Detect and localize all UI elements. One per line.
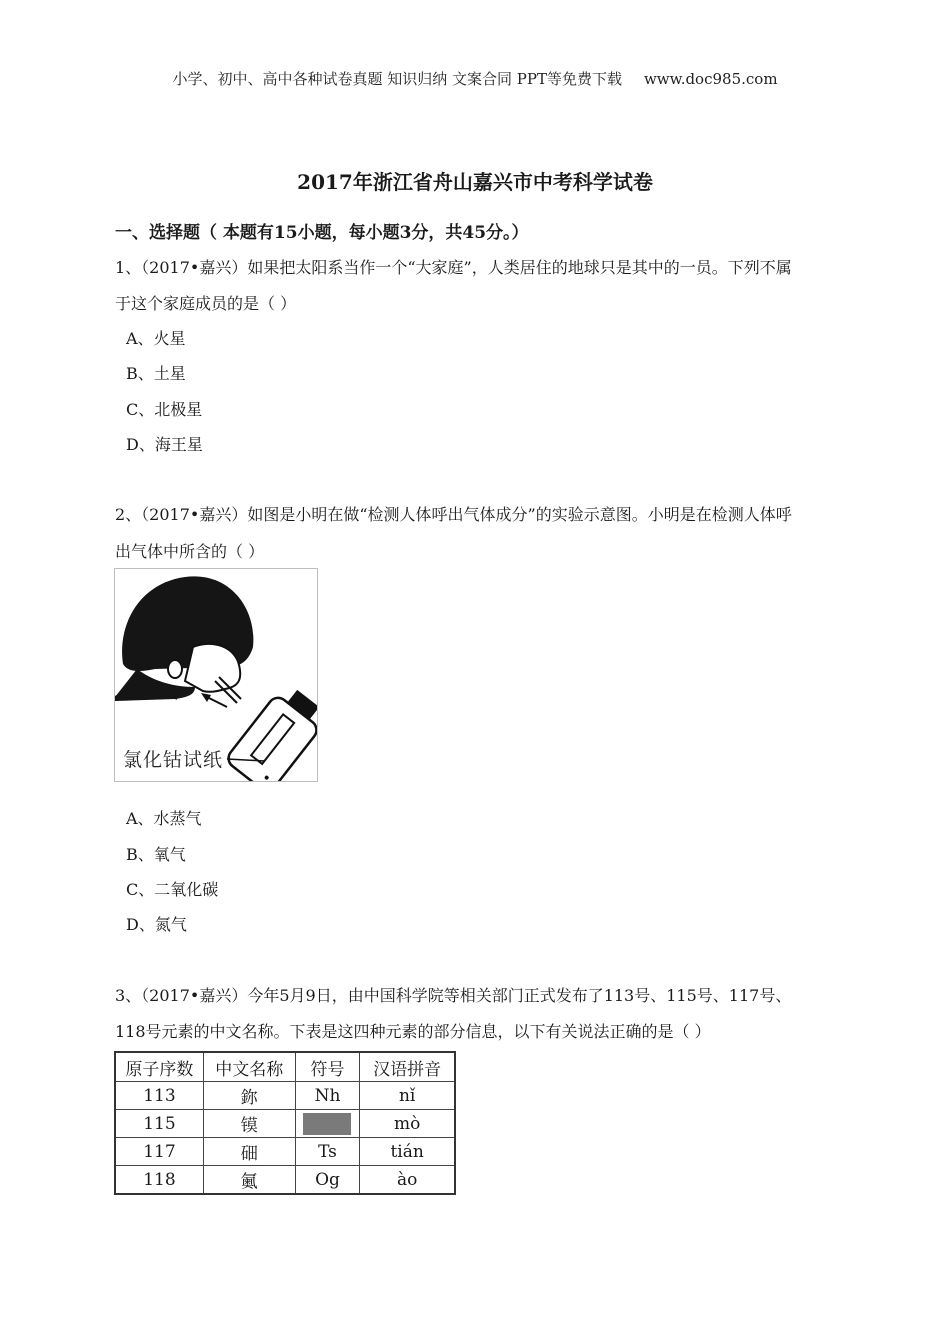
table-row xyxy=(115,1110,455,1138)
experiment-figure xyxy=(114,568,318,782)
cell-symbol: Ts xyxy=(295,1138,360,1166)
question-1-option-b: B、土星 xyxy=(126,364,186,383)
cell-name: 鿫 xyxy=(203,1166,295,1195)
cell-number: 115 xyxy=(115,1110,203,1138)
table-header-row xyxy=(115,1052,455,1082)
question-2-line-1: 2、（2017•嘉兴）如图是小明在做“检测人体呼出气体成分”的实验示意图。小明是在检测人体呼 xyxy=(115,505,792,524)
cell-pinyin: nǐ xyxy=(360,1082,455,1110)
cobalt-chloride-paper-label: 氯化钴试纸 xyxy=(123,749,224,771)
question-1-option-d: D、海王星 xyxy=(126,435,203,454)
header-site[interactable]: www.doc985.com xyxy=(643,70,778,88)
cell-symbol-masked xyxy=(295,1110,360,1138)
element-info-table xyxy=(114,1051,456,1195)
cell-number: 118 xyxy=(115,1166,203,1195)
cell-name: 鉨 xyxy=(203,1082,295,1110)
table-row xyxy=(115,1138,455,1166)
cell-pinyin: tián xyxy=(360,1138,455,1166)
cell-pinyin: mò xyxy=(360,1110,455,1138)
header-atomic-number: 原子序数 xyxy=(115,1052,203,1082)
header-text: 小学、初中、高中各种试卷真题 知识归纳 文案合同 PPT等免费下载 xyxy=(172,70,622,88)
question-2-option-d: D、氮气 xyxy=(126,915,187,934)
question-2-option-a: A、水蒸气 xyxy=(126,809,202,828)
question-3-line-2: 118号元素的中文名称。下表是这四种元素的部分信息，以下有关说法正确的是（ ） xyxy=(115,1022,711,1041)
question-2-option-c: C、二氧化碳 xyxy=(126,880,219,899)
table-row xyxy=(115,1166,455,1195)
page-header xyxy=(0,68,950,89)
section-heading: 一、选择题（ 本题有15小题，每小题3分，共45分。） xyxy=(115,223,529,243)
cell-number: 117 xyxy=(115,1138,203,1166)
cell-symbol: Nh xyxy=(295,1082,360,1110)
page-title: 2017年浙江省舟山嘉兴市中考科学试卷 xyxy=(297,170,653,194)
masked-symbol-block xyxy=(303,1113,351,1135)
cell-pinyin: ào xyxy=(360,1166,455,1195)
header-symbol: 符号 xyxy=(295,1052,360,1082)
question-1-option-c: C、北极星 xyxy=(126,400,203,419)
cell-name: 鿬 xyxy=(203,1138,295,1166)
header-chinese-name: 中文名称 xyxy=(203,1052,295,1082)
question-3-line-1: 3、（2017•嘉兴）今年5月9日，由中国科学院等相关部门正式发布了113号、115号、117号、 xyxy=(115,986,792,1005)
cell-symbol: Og xyxy=(295,1166,360,1195)
question-1-line-2: 于这个家庭成员的是（ ） xyxy=(115,294,297,313)
question-2-option-b: B、氧气 xyxy=(126,845,186,864)
question-1-option-a: A、火星 xyxy=(126,329,186,348)
question-2-line-2: 出气体中所含的（ ） xyxy=(115,542,265,561)
cell-number: 113 xyxy=(115,1082,203,1110)
header-pinyin: 汉语拼音 xyxy=(360,1052,455,1082)
question-1-line-1: 1、（2017•嘉兴）如果把太阳系当作一个“大家庭”，人类居住的地球只是其中的一员。下列不属 xyxy=(115,258,792,277)
cell-name: 镆 xyxy=(203,1110,295,1138)
table-row xyxy=(115,1082,455,1110)
